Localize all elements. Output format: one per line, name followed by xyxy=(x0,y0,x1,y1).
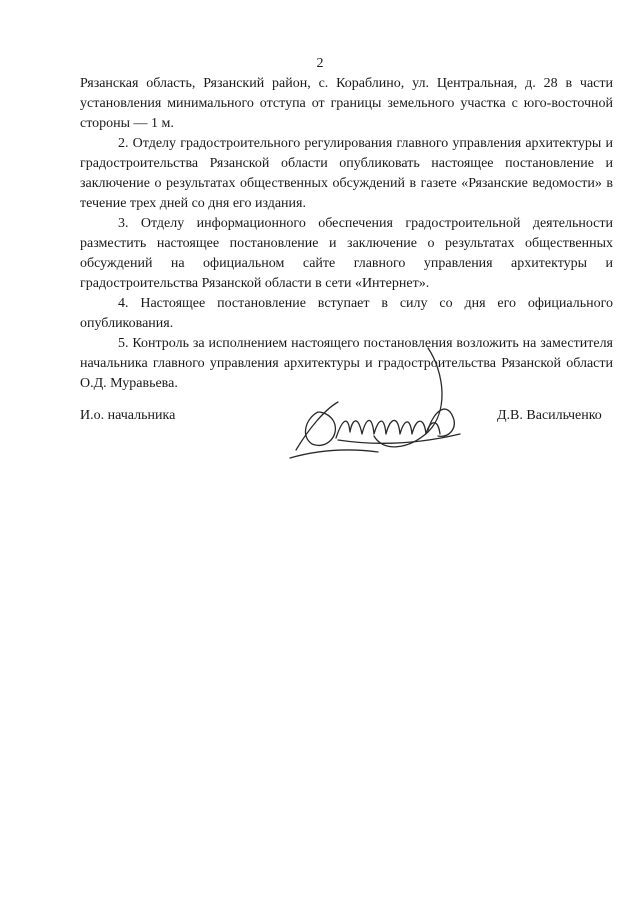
handwritten-signature xyxy=(278,340,478,480)
paragraph-3: 3. Отделу информационного обеспечения градостроительной деятельности разместить настоящее постановление и заключение о результатах общественных обсуждений на официальном сайте главного управления архитектуры и градостроительства Рязанской области в сети «Интернет». xyxy=(80,216,613,291)
paragraph-2: 2. Отделу градостроительного регулирования главного управления архитектуры и градостроительства Рязанской области опубликовать настоящее постановление и заключение о результатах общественных обсуждений в газете «Рязанские ведомости» в течение трех дней со дня его издания. xyxy=(80,136,613,211)
signatory-name: Д.В. Васильченко xyxy=(497,408,602,423)
paragraph-continuation: Рязанская область, Рязанский район, с. Кораблино, ул. Центральная, д. 28 в части установления минимального отступа от границы земельного участка с юго-восточной стороны — 1 м. xyxy=(80,76,613,131)
paragraph-5: 5. Контроль за исполнением настоящего постановления возложить на заместителя начальника главного управления архитектуры и градостроительства Рязанской области О.Д. Муравьева. xyxy=(80,336,613,391)
paragraph-4: 4. Настоящее постановление вступает в силу со дня его официального опубликования. xyxy=(80,296,613,331)
page-number: 2 xyxy=(316,56,324,71)
signatory-title: И.о. начальника xyxy=(80,408,176,423)
